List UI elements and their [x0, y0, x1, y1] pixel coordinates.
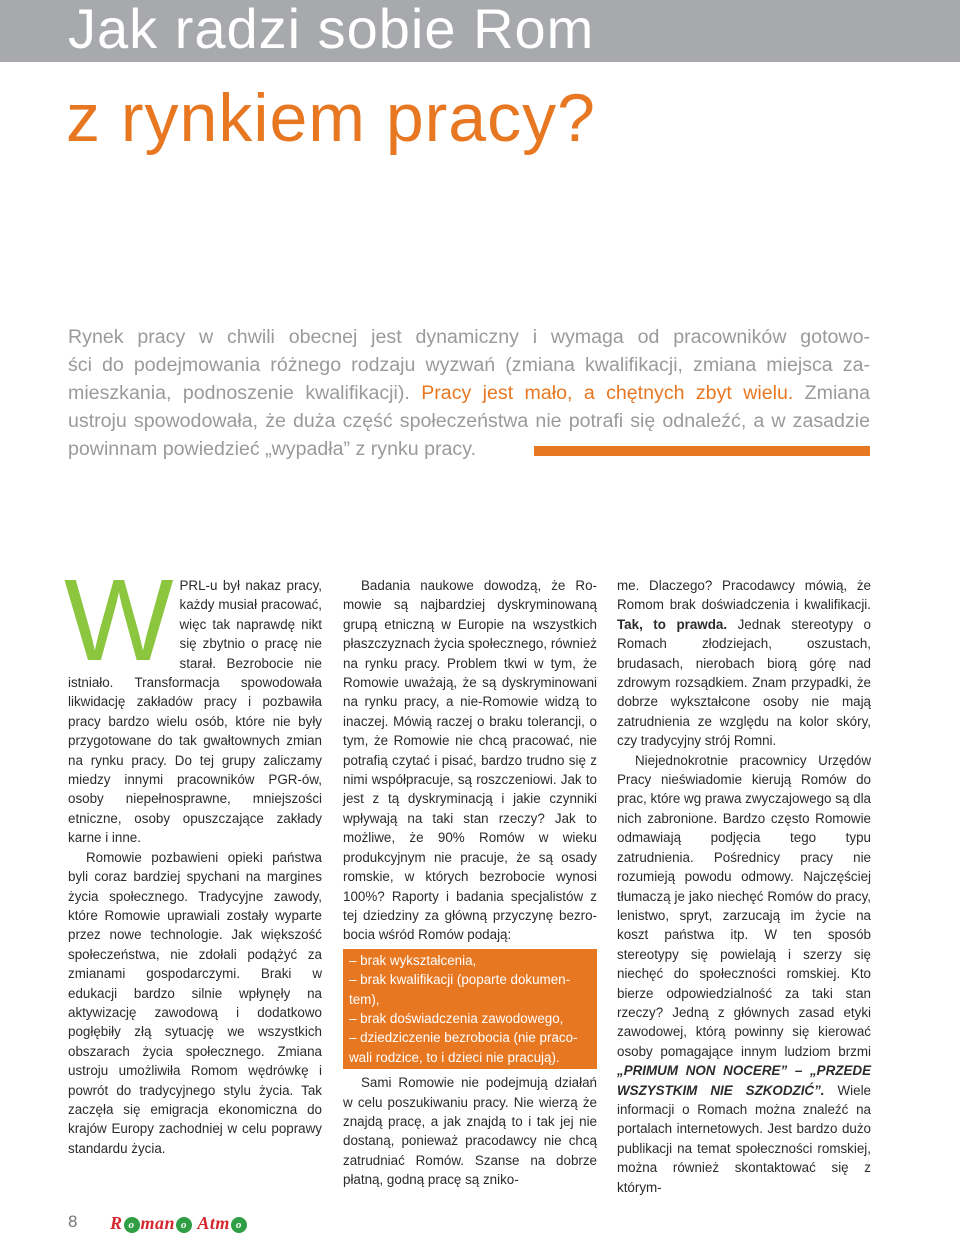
text: Niejednokrotnie pracownicy Urzędów Pracy nieświadomie kierują Romów do prac, które wg prawa zwyczajowego są dla nich zabronione. Bardzo często Romowie odmawiają podjęcia tego typu zatrudnienia. Pośrednicy pracy nie rozumieją powodu odmowy. Najczęściej tłumaczą je jako niechęć Romów do pracy, lenistwo, spryt, zarzucają im życie na koszt państwa itp. W ten sposób stereotypy się powielają i szerzy się niechęć do społeczności romskiej. Kto bierze odpowiedzialność za taki stan rzeczy? Jedną z głównych zasad etyki zawodowej, którą powinny się kierować osoby pomagające innym ludziom brzmi: [617, 752, 871, 1059]
column-2: [343, 576, 597, 1190]
text: Jednak stereotypy o Romach złodziejach, oszustach, brudasach, nierobach biorą górę nad zdrowym rozsądkiem. Znam przypadki, że dobrze wykształcone osoby nie mają zatrudnienia ze względu na kolor skóry, czy tradycyjny strój Romni.: [617, 616, 871, 749]
drop-cap: W: [64, 555, 174, 685]
lead-text: mieszkania, podnoszenie kwalifikacji).: [68, 382, 410, 404]
column-3: [617, 576, 871, 1197]
text: me. Dlaczego? Pracodawcy mówią, że Romom brak doświadczenia i kwalifikacji.: [617, 578, 871, 613]
column-1: [64, 555, 322, 1158]
list-item: – brak kwalifikacji (poparte dokumentem),: [349, 972, 571, 1007]
page-number: 8: [68, 1212, 78, 1231]
list-item: – brak doświadczenia zawodowego,: [349, 1010, 564, 1026]
lead-line: Rynek pracy w chwili obecnej jest dynamiczny i wymaga od pracowników gotowo-: [68, 326, 870, 348]
logo-letter: o: [124, 1217, 140, 1233]
logo-letter: o: [176, 1217, 192, 1233]
causes-list-box: [343, 949, 597, 1069]
bold-italic-text: „PRIMUM NON NOCERE” – „PRZEDE WSZYSTKIM NIE SZKODZIĆ”.: [617, 1063, 871, 1098]
list-item: – dziedziczenie bezrobocia (nie pracowali rodzice, to i dzieci nie pracują).: [349, 1030, 578, 1065]
logo-text: Atm: [193, 1213, 230, 1233]
paragraph: PRL-u był nakaz pracy, każdy musiał pracować, więc tak naprawdę nikt się zbytnio o pracę nie starał. Bezrobocie nie istniało. Transformacja spowodowała likwidację zakładów pracy i pozbawiła pracy bardzo wielu osób, które nie były przygotowane do tak gwałtownych zmian na rynku pracy. Do tej grupy zaliczamy miedzy innymi pracowników PGR-ów, osoby niepełnosprawne, mniejszości etniczne, osoby opuszczające zakłady karne i inne.: [68, 578, 322, 846]
list-item: – brak wykształcenia,: [349, 952, 477, 968]
lead-line: ustroju spowodowała, że duża część społeczeństwa nie potrafi się odnaleźć, a w zasadzie: [68, 410, 870, 432]
logo-text: R: [110, 1213, 123, 1233]
title-line-1: Jak radzi sobie Rom: [68, 0, 595, 60]
lead-line: powinnam powiedzieć „wypadła” z rynku pracy.: [68, 438, 477, 460]
paragraph: Romowie pozbawieni opieki państwa byli coraz bardziej spychani na margines życia społecznego. Tradycyjne zawody, które Romowie uprawiali zostały wyparte przez nowe technologie. Jak większość społeczeństwa, nie zdołali podążyć za zmianami gospodarczymi. Braki w edukacji bardzo silnie wpłynęły na aktywizację zawodową i dodatkowo pogłębiły złą sytuację we wszystkich obszarach życia społecznego. Zmiana ustroju umożliwiła Romom wędrówkę i powrót do tradycyjnego stylu życia. Tak zaczęła się emigracja ekonomiczna do krajów Europy zachodniej w celu poprawy standardu życia.: [68, 849, 322, 1156]
logo-letter: o: [231, 1217, 247, 1233]
paragraph: [617, 576, 871, 751]
magazine-logo: [110, 1213, 248, 1234]
lead-line: [68, 379, 870, 407]
paragraph: Sami Romowie nie podejmują działań w celu poszukiwaniu pracy. Nie wierzą że znajdą pracę, a jak znajdą to i tak jej nie dostaną, ponieważ pracodawcy nie chcą zatrudniać Romów. Szanse na dobrze płatną, godną pracę są zniko-: [343, 1075, 597, 1188]
lead-line: ści do podejmowania różnego rodzaju wyzwań (zmiana kwalifikacji, zmiana miejsca za-: [68, 354, 870, 376]
lead-paragraph: [68, 323, 870, 463]
paragraph: Badania naukowe dowodzą, że Romowie są najbardziej dyskryminowaną grupą etniczną w Europie na wszystkich płaszczyznach życia społecznego, również na rynku pracy. Problem tkwi w tym, że Romowie uważają, że są dyskryminowani na rynku pracy, a nie-Romowie widzą to inaczej. Mówią raczej o braku tolerancji, o tym, że Romowie nie chcą pracować, nie potrafią czytać i pisać, bardzo trudno się z nimi współpracuje, są roszczeniowi. Jak to jest z tą dyskryminacją i jakie czynniki wpływają na taki stan rzeczy? Jak to możliwe, że 90% Romów w wieku produkcyjnym nie pracuje, że są osady romskie, w których bezrobocie wynosi 100%? Raporty i badania specjalistów z tej dziedziny za główną przyczynę bezrobocia wśród Romów podają:: [343, 578, 597, 943]
lead-accent-bar: [534, 446, 870, 456]
text: Wiele informacji o Romach można znaleźć na portalach internetowych. Jest bardzo dużo publikacji na temat społeczności romskiej, można również skontaktować się z którym-: [617, 1082, 871, 1195]
paragraph: [617, 751, 871, 1197]
bold-text: Tak, to prawda.: [617, 616, 728, 632]
lead-text: Zmiana: [793, 382, 871, 404]
logo-text: man: [140, 1213, 176, 1233]
lead-highlight: Pracy jest mało, a chętnych zbyt wielu.: [409, 382, 794, 404]
title-line-2: z rynkiem pracy?: [66, 80, 596, 156]
